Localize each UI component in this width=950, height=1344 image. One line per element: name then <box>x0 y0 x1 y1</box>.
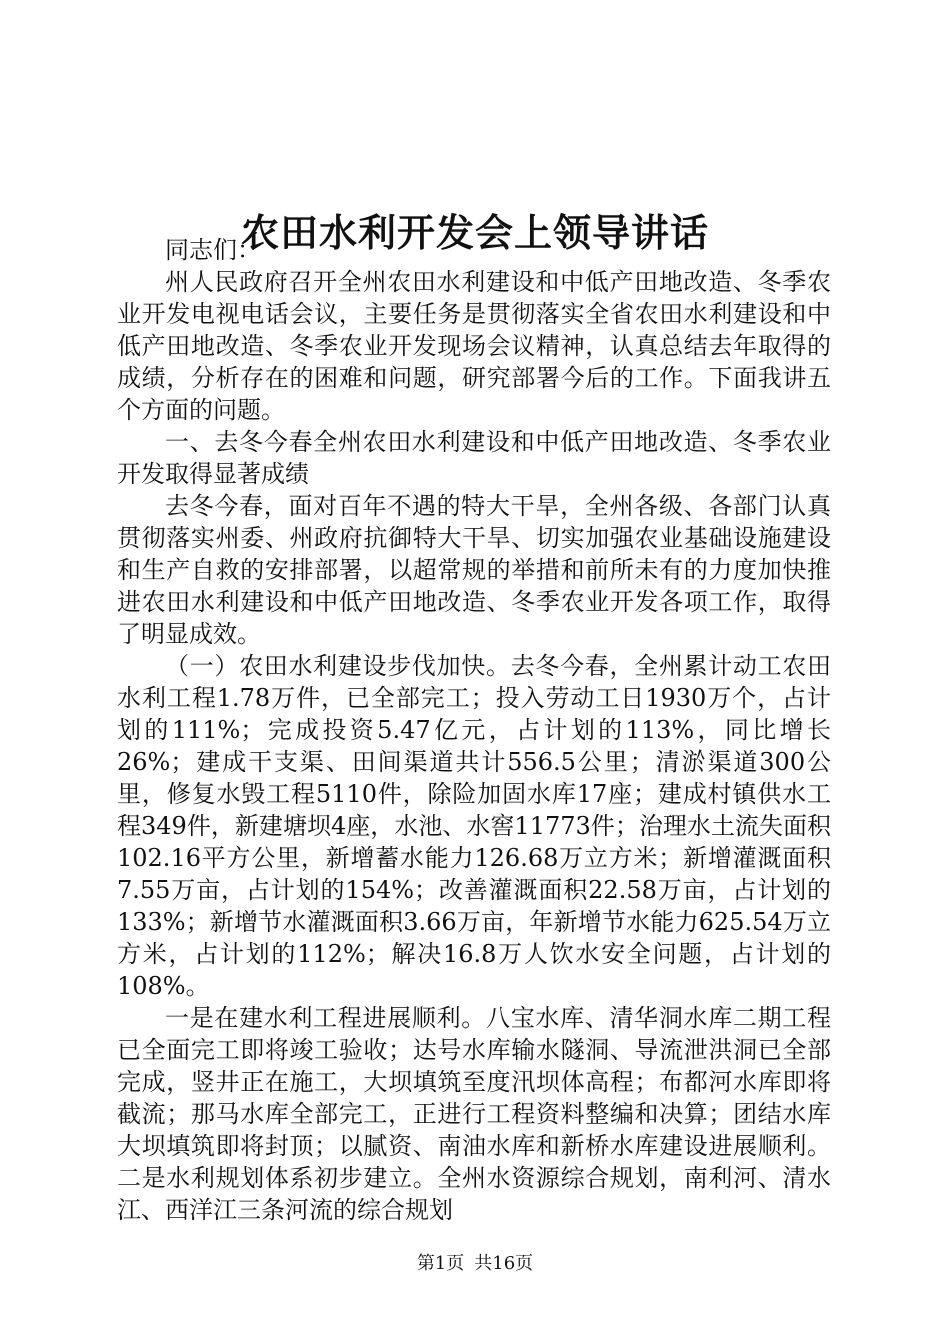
paragraph: 州人民政府召开全州农田水利建设和中低产田地改造、冬季农业开发电视电话会议，主要任务是贯彻落实全省农田水利建设和中低产田地改造、冬季农业开发现场会议精神，认真总结去年取得的成绩，分析存在的困难和问题，研究部署今后的工作。下面我讲五个方面的问题。 <box>117 268 831 424</box>
document-title: 农田水利开发会上领导讲话 <box>240 210 709 256</box>
salutation: 同志们： <box>165 236 261 264</box>
paragraph: 一是在建水利工程进展顺利。八宝水库、清华洞水库二期工程已全面完工即将竣工验收；达号水库输水隧洞、导流泄洪洞已全部完成，竖井正在施工，大坝填筑至度汛坝体高程；布都河水库即将截流；那马水库全部完工，正进行工程资料整编和决算；团结水库大坝填筑即将封顶；以腻资、南油水库和新桥水库建设进展顺利。二是水利规划体系初步建立。全州水资源综合规划，南利河、清水江、西洋江三条河流的综合规划 <box>117 1004 831 1224</box>
paragraph: （一）农田水利建设步伐加快。去冬今春，全州累计动工农田水利工程1.78万件，已全部完工；投入劳动工日1930万个，占计划的111%；完成投资5.47亿元，占计划的113%，同比增长26%；建成干支渠、田间渠道共计556.5公里；清淤渠道300公里，修复水毁工程5110件，除险加固水库17座；建成村镇供水工程349件，新建塘坝4座，水池、水窖11773件；治理水土流失面积102.16平方公里，新增蓄水能力126.68万立方米；新增灌溉面积7.55万亩，占计划的154%；改善灌溉面积22.58万亩，占计划的133%；新增节水灌溉面积3.66万亩，年新增节水能力625.54万立方米，占计划的112%；解决16.8万人饮水安全问题，占计划的108%。 <box>117 652 831 1000</box>
page-number: 第1页 <box>416 1253 465 1274</box>
page-total: 共16页 <box>474 1253 534 1274</box>
section-heading: 一、去冬今春全州农田水利建设和中低产田地改造、冬季农业开发取得显著成绩 <box>117 428 831 488</box>
page-footer <box>0 1252 950 1276</box>
document-body <box>117 234 831 1226</box>
paragraph: 去冬今春，面对百年不遇的特大干旱，全州各级、各部门认真贯彻落实州委、州政府抗御特大干旱、切实加强农业基础设施建设和生产自救的安排部署，以超常规的举措和前所未有的力度加快推进农田水利建设和中低产田地改造、冬季农业开发各项工作，取得了明显成效。 <box>117 492 831 648</box>
